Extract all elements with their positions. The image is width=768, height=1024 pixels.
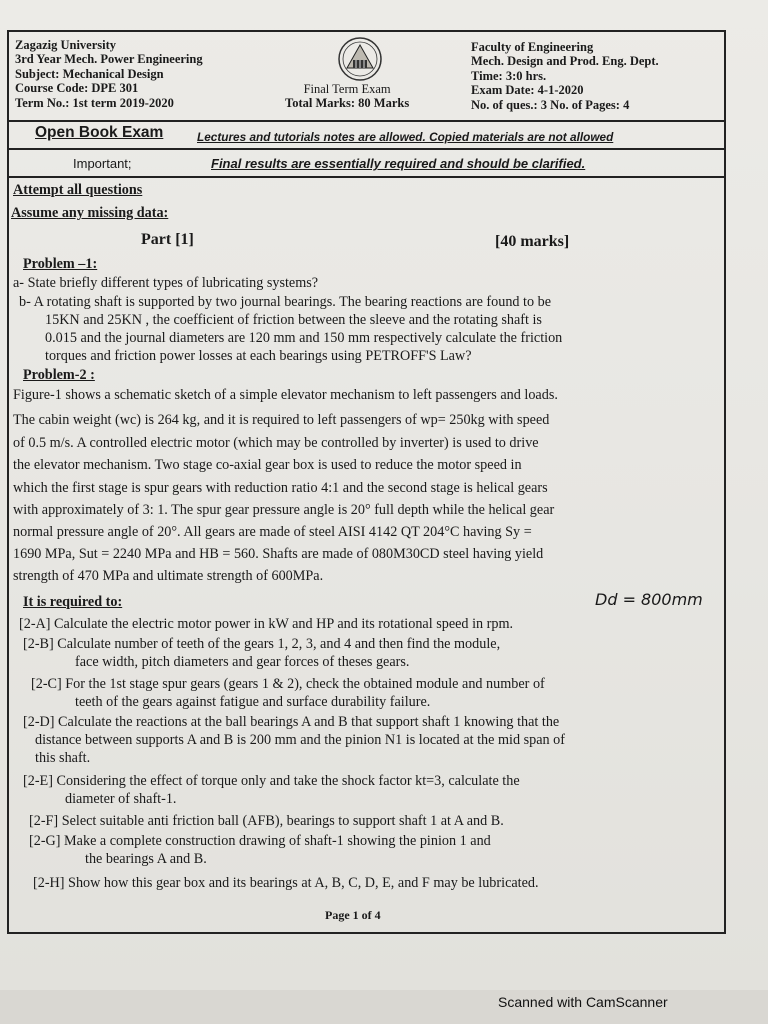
required-title: It is required to:: [23, 594, 123, 610]
open-book-title: Open Book Exam: [35, 124, 164, 141]
exam-type: Final Term Exam: [303, 82, 391, 96]
task-2f: [2-F] Select suitable anti friction ball (AFB), bearings to support shaft 1 at A and B.: [29, 813, 504, 829]
problem2-line: with approximately of 3: 1. The spur gear pressure angle is 20° full depth while the helical gear: [13, 502, 555, 518]
scanner-watermark: Scanned with CamScanner: [498, 994, 668, 1010]
course-code: Course Code: DPE 301: [15, 81, 139, 96]
problem2-line: which the first stage is spur gears with reduction ratio 4:1 and the second stage is helical gears: [13, 480, 548, 496]
faculty: Faculty of Engineering: [471, 40, 594, 54]
important-label: Important;: [73, 156, 132, 171]
problem2-title: Problem-2 :: [23, 367, 95, 383]
exam-time: Time: 3:0 hrs.: [471, 68, 547, 83]
term-no: Term No.: 1st term 2019-2020: [15, 95, 174, 110]
problem2-line: strength of 470 MPa and ultimate strength of 600MPa.: [13, 568, 324, 584]
task-2g: [2-G] Make a complete construction drawing of shaft-1 showing the pinion 1 and: [29, 833, 491, 849]
header-center: [285, 82, 409, 111]
problem2-line: of 0.5 m/s. A controlled electric motor (which may be controlled by inverter) is used to drive: [13, 435, 539, 451]
task-2e-cont: diameter of shaft-1.: [65, 791, 177, 807]
task-2b: [2-B] Calculate number of teeth of the gears 1, 2, 3, and 4 and then find the module,: [23, 636, 501, 652]
question-page-count: No. of ques.: 3 No. of Pages: 4: [471, 97, 630, 112]
subject: Subject: Mechanical Design: [15, 66, 164, 81]
exam-date: Exam Date: 4-1-2020: [471, 83, 584, 98]
divider: [9, 148, 724, 150]
page-label: Page 1 of 4: [325, 908, 381, 922]
department: Mech. Design and Prod. Eng. Dept.: [471, 54, 659, 69]
divider: [9, 176, 724, 178]
instruction-attempt: Attempt all questions: [13, 182, 143, 198]
task-2c: [2-C] For the 1st stage spur gears (gears 1 & 2), check the obtained module and number of: [31, 676, 545, 692]
task-2e: [2-E] Considering the effect of torque only and take the shock factor kt=3, calculate the: [23, 773, 520, 789]
problem2-line: normal pressure angle of 20°. All gears are made of steel AISI 4142 QT 204°C having Sy =: [13, 524, 532, 540]
problem1-title: Problem –1:: [23, 256, 98, 272]
university-emblem-icon: [337, 36, 383, 82]
problem2-line: Figure-1 shows a schematic sketch of a simple elevator mechanism to left passengers and loads.: [13, 387, 558, 403]
problem2-line: 1690 MPa, Sut = 2240 MPa and HB = 560. Shafts are made of 080M30CD steel having yield: [13, 546, 544, 562]
header-left: [15, 38, 203, 110]
problem1-b-line: torques and friction power losses at each bearings using PETROFF'S Law?: [45, 348, 472, 364]
problem1-b-line: 0.015 and the journal diameters are 120 mm and 150 mm respectively calculate the friction: [45, 330, 563, 346]
year-department: 3rd Year Mech. Power Engineering: [15, 52, 203, 67]
task-2d: [2-D] Calculate the reactions at the ball bearings A and B that support shaft 1 knowing that the: [23, 714, 560, 730]
problem1-b-line: 15KN and 25KN , the coefficient of friction between the sleeve and the rotating shaft is: [45, 312, 542, 328]
problem1-a: a- State briefly different types of lubricating systems?: [13, 275, 319, 291]
university-name: Zagazig University: [15, 38, 117, 52]
task-2g-cont: the bearings A and B.: [85, 851, 207, 867]
problem1-b-line: b- A rotating shaft is supported by two journal bearings. The bearing reactions are found to be: [19, 294, 552, 310]
task-2d-cont: distance between supports A and B is 200 mm and the pinion N1 is located at the mid span of: [35, 732, 565, 748]
problem2-line: the elevator mechanism. Two stage co-axial gear box is used to reduce the motor speed in: [13, 457, 522, 473]
task-2h: [2-H] Show how this gear box and its bearings at A, B, C, D, E, and F may be lubricated.: [33, 875, 539, 891]
task-2a: [2-A] Calculate the electric motor power in kW and HP and its rotational speed in rpm.: [19, 616, 514, 632]
problem2-line: The cabin weight (wc) is 264 kg, and it is required to left passengers of wp= 250kg with speed: [13, 412, 550, 428]
task-2c-cont: teeth of the gears against fatigue and surface durability failure.: [75, 694, 431, 710]
task-2d-cont: this shaft.: [35, 750, 91, 766]
handwritten-note: Dd = 800mm: [595, 590, 703, 609]
important-text: Final results are essentially required and should be clarified.: [211, 156, 586, 171]
exam-header: [9, 32, 724, 122]
open-book-note: Lectures and tutorials notes are allowed. Copied materials are not allowed: [197, 130, 614, 144]
part-marks: [40 marks]: [495, 233, 570, 250]
instruction-assume: Assume any missing data:: [11, 205, 169, 221]
exam-frame: [7, 30, 726, 934]
header-right: [471, 40, 659, 112]
task-2b-cont: face width, pitch diameters and gear forces of theses gears.: [75, 654, 410, 670]
total-marks: Total Marks: 80 Marks: [285, 96, 410, 111]
part-title: Part [1]: [141, 231, 194, 248]
